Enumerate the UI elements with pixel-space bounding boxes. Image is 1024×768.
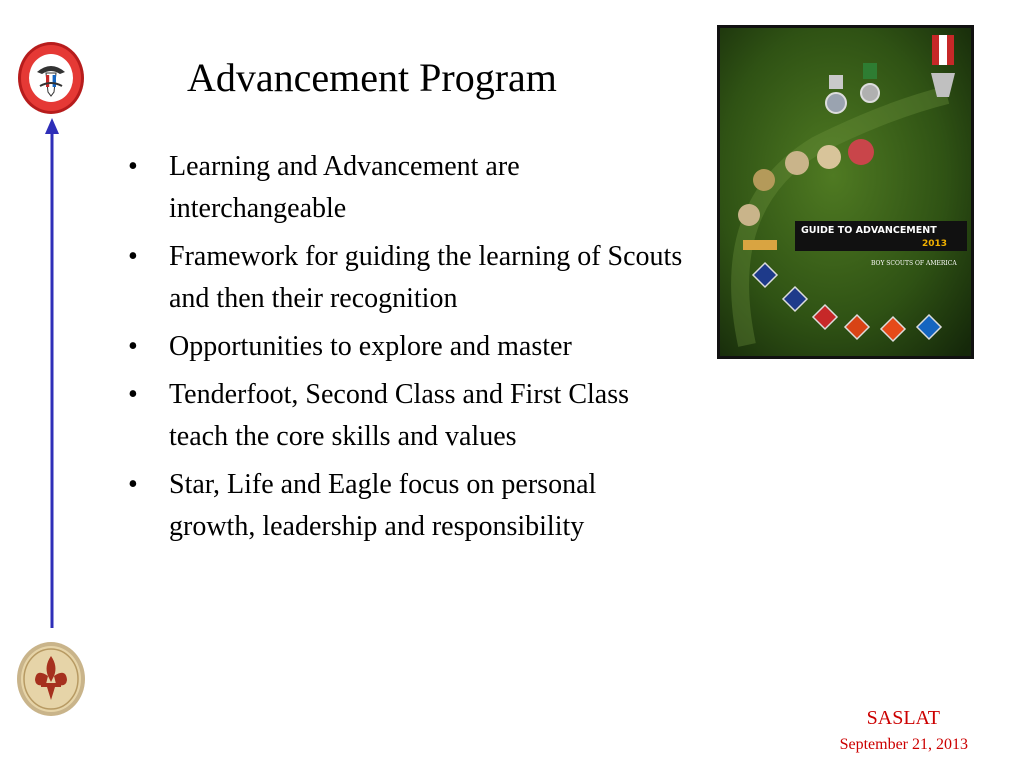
cover-publisher-text: BOY SCOUTS OF AMERICA <box>871 260 957 267</box>
bullet-item: • Framework for guiding the learning of Scouts and then their recognition <box>128 236 688 320</box>
guide-to-advancement-cover-image <box>717 25 974 359</box>
cover-year-text: 2013 <box>921 239 947 249</box>
bullet-item: • Learning and Advancement are interchangeable <box>128 146 688 230</box>
bullet-item: • Tenderfoot, Second Class and First Class teach the core skills and values <box>128 374 688 458</box>
tenderfoot-fleur-de-lis-icon <box>14 640 88 718</box>
bullet-item: • Opportunities to explore and master <box>128 326 688 368</box>
footer-org: SASLAT <box>866 707 940 729</box>
bullet-list <box>128 146 688 554</box>
progress-arrow <box>40 118 64 630</box>
eagle-scout-badge-icon <box>16 40 86 116</box>
cover-title-text: GUIDE TO ADVANCEMENT <box>801 225 937 236</box>
footer-date: September 21, 2013 <box>839 736 968 753</box>
bullet-item: • Star, Life and Eagle focus on personal growth, leadership and responsibility <box>128 464 688 548</box>
slide-title: Advancement Program <box>187 55 557 100</box>
